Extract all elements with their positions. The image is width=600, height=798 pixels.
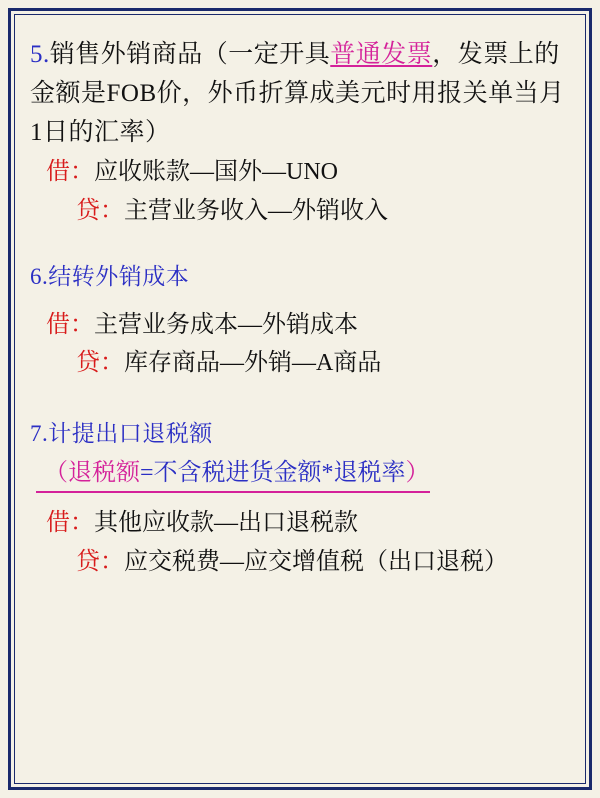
section-7-formula xyxy=(36,455,430,493)
debit-marker: 借： xyxy=(46,510,94,537)
section-6-entry-debit xyxy=(30,307,572,343)
section-6-heading xyxy=(30,259,572,295)
spacer-4 xyxy=(30,493,572,503)
spacer-1 xyxy=(30,229,572,259)
credit-text: 应交税费—应交增值税（出口退税） xyxy=(124,548,508,575)
section-5-entry-debit xyxy=(30,154,572,190)
section-5-number: 5. xyxy=(30,41,50,68)
credit-text: 库存商品—外销—A商品 xyxy=(124,350,382,377)
debit-text: 主营业务成本—外销成本 xyxy=(94,311,358,338)
formula-close: ） xyxy=(405,460,430,487)
section-7-formula-wrap xyxy=(30,451,572,493)
section-7-number: 7. xyxy=(30,420,49,446)
section-5-title-highlight: 普通发票 xyxy=(330,41,433,68)
credit-marker: 贷： xyxy=(76,350,124,377)
section-5-title-before: 销售外销商品（一定开具 xyxy=(49,41,331,68)
section-7-title: 计提出口退税额 xyxy=(48,420,213,446)
section-6-number: 6. xyxy=(30,264,49,290)
credit-marker: 贷： xyxy=(76,197,124,224)
section-6-title: 结转外销成本 xyxy=(48,264,190,290)
debit-marker: 借： xyxy=(46,159,94,186)
spacer-2 xyxy=(30,295,572,305)
formula-equals: = xyxy=(140,460,154,487)
section-5-heading xyxy=(30,36,572,152)
section-5-title-after: ，发票上的金额是FOB价，外币折算成美元时用报关单当月1日的汇率） xyxy=(30,41,565,146)
debit-marker: 借： xyxy=(46,311,94,338)
formula-expression: 不含税进货金额*退税率 xyxy=(153,460,406,487)
section-7-entry-credit xyxy=(30,544,572,580)
formula-open: （退税额 xyxy=(44,460,140,487)
debit-text: 应收账款—国外—UNO xyxy=(94,159,338,186)
document-content xyxy=(22,22,578,776)
section-6-entry-credit xyxy=(30,345,572,381)
credit-marker: 贷： xyxy=(76,548,124,575)
section-7-entry-debit xyxy=(30,505,572,541)
credit-text: 主营业务收入—外销收入 xyxy=(124,197,388,224)
section-7-heading xyxy=(30,416,572,452)
spacer-3 xyxy=(30,382,572,412)
section-5-entry-credit xyxy=(30,193,572,229)
debit-text: 其他应收款—出口退税款 xyxy=(94,510,358,537)
